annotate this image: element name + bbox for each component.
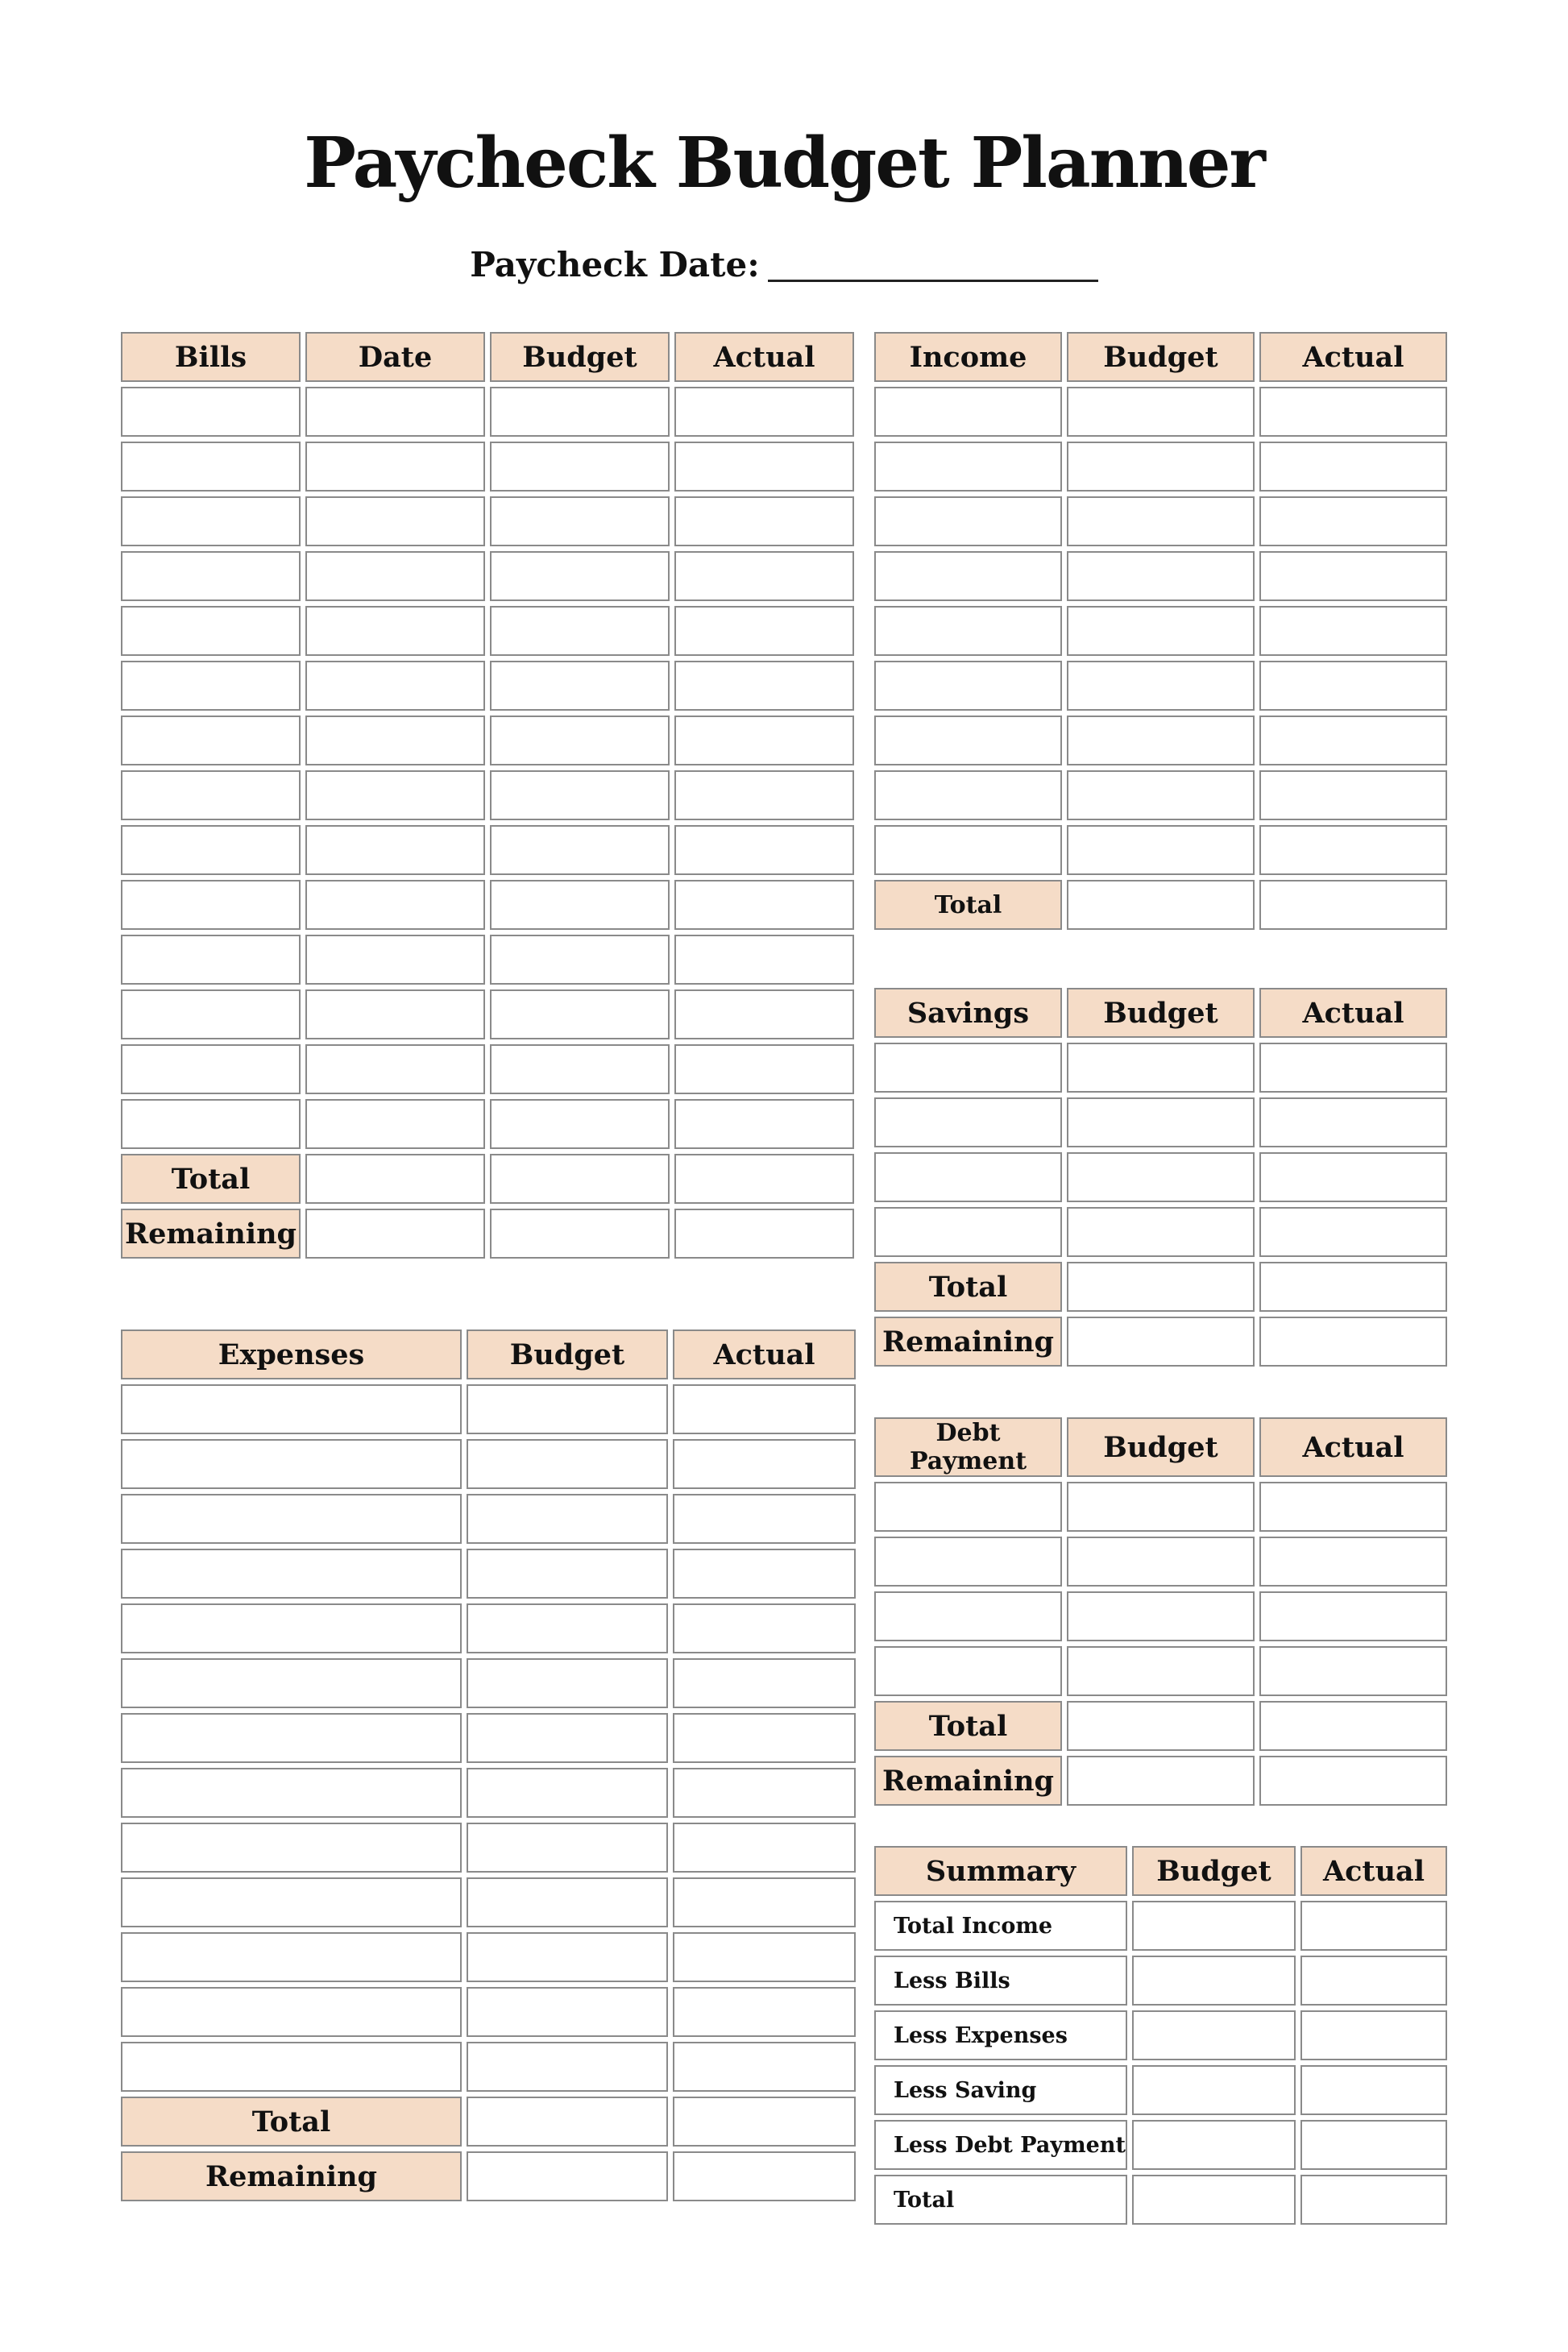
expenses-entry-cell[interactable]	[121, 1768, 462, 1818]
expenses-actual-header: Actual	[673, 1329, 856, 1379]
expenses-entry-cell[interactable]	[121, 1932, 462, 1982]
expenses-total-row	[121, 2097, 856, 2147]
summary-row	[874, 1901, 1447, 1951]
expenses-entry-cell[interactable]	[673, 1823, 856, 1873]
expenses-entry-cell[interactable]	[121, 1603, 462, 1653]
bills-entry-cell[interactable]	[674, 770, 854, 820]
debt-header-row	[874, 1417, 1447, 1477]
expenses-entry-cell[interactable]	[121, 1494, 462, 1544]
expenses-entry-cell[interactable]	[467, 1987, 668, 2037]
expenses-entry-row	[121, 1439, 856, 1489]
bills-entry-cell[interactable]	[674, 442, 854, 492]
summary-row	[874, 2010, 1447, 2060]
bills-entry-cell[interactable]	[121, 989, 301, 1039]
bills-entry-cell[interactable]	[490, 1044, 670, 1094]
bills-entry-cell[interactable]	[490, 661, 670, 711]
bills-entry-cell[interactable]	[121, 551, 301, 601]
paycheck-date-field[interactable]	[768, 249, 1098, 282]
bills-entry-cell[interactable]	[490, 606, 670, 656]
bills-entry-row	[121, 661, 854, 711]
income-entry-cell[interactable]	[1067, 716, 1255, 765]
expenses-entry-cell[interactable]	[467, 1658, 668, 1708]
expenses-entry-cell[interactable]	[673, 1932, 856, 1982]
debt-entry-cell[interactable]	[1067, 1646, 1255, 1696]
income-entry-row	[874, 825, 1447, 875]
bills-entry-cell[interactable]	[490, 989, 670, 1039]
expenses-entry-row	[121, 1549, 856, 1599]
income-budget-header: Budget	[1067, 332, 1255, 382]
bills-entry-cell[interactable]	[490, 770, 670, 820]
summary-header: Summary	[874, 1846, 1127, 1896]
expenses-entry-cell[interactable]	[467, 1877, 668, 1927]
summary-budget-header: Budget	[1132, 1846, 1296, 1896]
paycheck-date-label: Paycheck Date:	[470, 245, 760, 284]
summary-actual-cell[interactable]	[1300, 1956, 1447, 2006]
bills-remaining-row	[121, 1209, 854, 1259]
expenses-entry-cell[interactable]	[673, 1987, 856, 2037]
debt-entry-cell[interactable]	[1259, 1537, 1447, 1587]
expenses-remaining-actual-cell[interactable]	[673, 2151, 856, 2201]
income-entry-cell[interactable]	[1259, 770, 1447, 820]
savings-header: Savings	[874, 988, 1062, 1038]
debt-entry-row	[874, 1591, 1447, 1641]
expenses-entry-cell[interactable]	[673, 1658, 856, 1708]
summary-row	[874, 2120, 1447, 2170]
bills-entry-cell[interactable]	[305, 935, 485, 985]
savings-entry-row	[874, 1207, 1447, 1257]
bills-total-date-cell[interactable]	[305, 1154, 485, 1204]
bills-entry-row	[121, 606, 854, 656]
expenses-entry-cell[interactable]	[467, 1823, 668, 1873]
bills-entry-cell[interactable]	[305, 606, 485, 656]
savings-entry-cell[interactable]	[1259, 1097, 1447, 1147]
bills-entry-cell[interactable]	[305, 1044, 485, 1094]
income-entry-cell[interactable]	[874, 551, 1062, 601]
expenses-entry-row	[121, 1658, 856, 1708]
income-entry-cell[interactable]	[1067, 770, 1255, 820]
expenses-entry-row	[121, 2042, 856, 2092]
summary-actual-header: Actual	[1300, 1846, 1447, 1896]
summary-less-bills-label: Less Bills	[874, 1956, 1127, 2006]
savings-entry-cell[interactable]	[874, 1043, 1062, 1093]
expenses-entry-cell[interactable]	[673, 2042, 856, 2092]
bills-entry-row	[121, 935, 854, 985]
expenses-entry-cell[interactable]	[467, 1549, 668, 1599]
bills-total-label: Total	[121, 1154, 301, 1204]
bills-entry-row	[121, 496, 854, 546]
debt-entry-row	[874, 1482, 1447, 1532]
income-entry-cell[interactable]	[1259, 442, 1447, 492]
income-entry-cell[interactable]	[1067, 606, 1255, 656]
income-entry-cell[interactable]	[1259, 496, 1447, 546]
income-entry-row	[874, 661, 1447, 711]
expenses-entry-cell[interactable]	[467, 1494, 668, 1544]
expenses-table	[116, 1325, 861, 2206]
summary-budget-cell[interactable]	[1132, 1901, 1296, 1951]
savings-remaining-row	[874, 1317, 1447, 1367]
summary-total-label: Total	[874, 2175, 1127, 2225]
summary-row	[874, 1956, 1447, 2006]
bills-entry-row	[121, 770, 854, 820]
income-entry-cell[interactable]	[1259, 825, 1447, 875]
income-entry-cell[interactable]	[1259, 606, 1447, 656]
expenses-entry-cell[interactable]	[121, 1713, 462, 1763]
bills-entry-cell[interactable]	[305, 496, 485, 546]
summary-less-saving-label: Less Saving	[874, 2065, 1127, 2115]
expenses-budget-header: Budget	[467, 1329, 668, 1379]
debt-entry-cell[interactable]	[1259, 1591, 1447, 1641]
bills-entry-cell[interactable]	[305, 770, 485, 820]
savings-entry-cell[interactable]	[1259, 1152, 1447, 1202]
debt-entry-cell[interactable]	[1259, 1646, 1447, 1696]
summary-less-expenses-label: Less Expenses	[874, 2010, 1127, 2060]
expenses-entry-row	[121, 1987, 856, 2037]
savings-entry-cell[interactable]	[1259, 1207, 1447, 1257]
income-entry-row	[874, 551, 1447, 601]
debt-remaining-row	[874, 1756, 1447, 1806]
bills-entry-cell[interactable]	[674, 387, 854, 437]
expenses-entry-row	[121, 1932, 856, 1982]
savings-entry-row	[874, 1043, 1447, 1093]
expenses-entry-cell[interactable]	[673, 1768, 856, 1818]
bills-entry-row	[121, 1099, 854, 1149]
debt-entry-cell[interactable]	[1067, 1591, 1255, 1641]
expenses-entry-cell[interactable]	[673, 1549, 856, 1599]
summary-budget-cell[interactable]	[1132, 2175, 1296, 2225]
bills-entry-cell[interactable]	[490, 1099, 670, 1149]
debt-entry-row	[874, 1646, 1447, 1696]
savings-remaining-label: Remaining	[874, 1317, 1062, 1367]
bills-entry-cell[interactable]	[490, 880, 670, 930]
debt-remaining-budget-cell[interactable]	[1067, 1756, 1255, 1806]
bills-entry-row	[121, 1044, 854, 1094]
savings-total-row	[874, 1262, 1447, 1312]
income-entry-cell[interactable]	[874, 770, 1062, 820]
bills-entry-cell[interactable]	[305, 880, 485, 930]
expenses-entry-cell[interactable]	[121, 1549, 462, 1599]
expenses-entry-row	[121, 1603, 856, 1653]
bills-entry-cell[interactable]	[121, 661, 301, 711]
bills-entry-cell[interactable]	[490, 496, 670, 546]
bills-entry-cell[interactable]	[674, 606, 854, 656]
income-entry-row	[874, 770, 1447, 820]
debt-entry-cell[interactable]	[1067, 1482, 1255, 1532]
summary-actual-cell[interactable]	[1300, 2120, 1447, 2170]
bills-entry-cell[interactable]	[674, 935, 854, 985]
income-entry-cell[interactable]	[874, 825, 1062, 875]
expenses-entry-cell[interactable]	[121, 2042, 462, 2092]
debt-remaining-label: Remaining	[874, 1756, 1062, 1806]
bills-entry-cell[interactable]	[305, 825, 485, 875]
summary-row	[874, 2065, 1447, 2115]
income-entry-cell[interactable]	[874, 442, 1062, 492]
expenses-entry-cell[interactable]	[467, 1439, 668, 1489]
income-total-budget-cell[interactable]	[1067, 880, 1255, 930]
expenses-total-budget-cell[interactable]	[467, 2097, 668, 2147]
bills-entry-cell[interactable]	[121, 770, 301, 820]
summary-budget-cell[interactable]	[1132, 2010, 1296, 2060]
expenses-entry-cell[interactable]	[673, 1877, 856, 1927]
expenses-entry-cell[interactable]	[121, 1987, 462, 2037]
income-actual-header: Actual	[1259, 332, 1447, 382]
income-entry-row	[874, 496, 1447, 546]
income-entry-cell[interactable]	[1259, 716, 1447, 765]
income-entry-row	[874, 716, 1447, 765]
debt-total-actual-cell[interactable]	[1259, 1701, 1447, 1751]
income-entry-row	[874, 606, 1447, 656]
income-entry-cell[interactable]	[1067, 661, 1255, 711]
savings-remaining-actual-cell[interactable]	[1259, 1317, 1447, 1367]
debt-entry-cell[interactable]	[1067, 1537, 1255, 1587]
paycheck-date-row	[0, 245, 1568, 284]
summary-actual-cell[interactable]	[1300, 1901, 1447, 1951]
savings-total-actual-cell[interactable]	[1259, 1262, 1447, 1312]
savings-entry-cell[interactable]	[1067, 1043, 1255, 1093]
bills-entry-row	[121, 825, 854, 875]
bills-entry-cell[interactable]	[121, 496, 301, 546]
bills-entry-cell[interactable]	[305, 551, 485, 601]
bills-entry-cell[interactable]	[490, 825, 670, 875]
income-entry-cell[interactable]	[874, 387, 1062, 437]
summary-budget-cell[interactable]	[1132, 1956, 1296, 2006]
summary-table	[869, 1841, 1452, 2230]
savings-entry-cell[interactable]	[1067, 1207, 1255, 1257]
savings-entry-row	[874, 1152, 1447, 1202]
expenses-entry-cell[interactable]	[121, 1877, 462, 1927]
bills-entry-cell[interactable]	[121, 1044, 301, 1094]
income-total-label: Total	[874, 880, 1062, 930]
savings-entry-cell[interactable]	[1067, 1152, 1255, 1202]
bills-entry-cell[interactable]	[674, 496, 854, 546]
debt-entry-row	[874, 1537, 1447, 1587]
income-header-row	[874, 332, 1447, 382]
expenses-entry-cell[interactable]	[121, 1384, 462, 1434]
income-total-row	[874, 880, 1447, 930]
expenses-entry-cell[interactable]	[467, 1603, 668, 1653]
bills-entry-cell[interactable]	[674, 989, 854, 1039]
income-entry-cell[interactable]	[1259, 661, 1447, 711]
bills-entry-cell[interactable]	[490, 935, 670, 985]
debt-entry-cell[interactable]	[874, 1537, 1062, 1587]
bills-entry-row	[121, 880, 854, 930]
bills-entry-cell[interactable]	[490, 387, 670, 437]
bills-entry-cell[interactable]	[121, 935, 301, 985]
bills-entry-cell[interactable]	[121, 825, 301, 875]
summary-actual-cell[interactable]	[1300, 2010, 1447, 2060]
income-entry-cell[interactable]	[874, 606, 1062, 656]
savings-entry-cell[interactable]	[874, 1097, 1062, 1147]
bills-entry-cell[interactable]	[121, 387, 301, 437]
bills-entry-cell[interactable]	[674, 716, 854, 765]
expenses-entry-row	[121, 1768, 856, 1818]
expenses-entry-cell[interactable]	[673, 1439, 856, 1489]
bills-entry-cell[interactable]	[674, 1044, 854, 1094]
savings-remaining-budget-cell[interactable]	[1067, 1317, 1255, 1367]
summary-total-income-label: Total Income	[874, 1901, 1127, 1951]
savings-actual-header: Actual	[1259, 988, 1447, 1038]
bills-total-row	[121, 1154, 854, 1204]
income-table	[869, 327, 1452, 935]
debt-payment-header: Debt Payment	[874, 1417, 1062, 1477]
income-entry-cell[interactable]	[874, 716, 1062, 765]
bills-entry-row	[121, 551, 854, 601]
income-entry-cell[interactable]	[1067, 825, 1255, 875]
expenses-entry-cell[interactable]	[673, 1384, 856, 1434]
expenses-entry-cell[interactable]	[121, 1823, 462, 1873]
bills-entry-cell[interactable]	[121, 1099, 301, 1149]
bills-entry-cell[interactable]	[121, 716, 301, 765]
income-entry-row	[874, 442, 1447, 492]
bills-entry-row	[121, 442, 854, 492]
bills-header: Bills	[121, 332, 301, 382]
bills-entry-cell[interactable]	[674, 1099, 854, 1149]
bills-budget-header: Budget	[490, 332, 670, 382]
savings-budget-header: Budget	[1067, 988, 1255, 1038]
summary-actual-cell[interactable]	[1300, 2175, 1447, 2225]
bills-entry-row	[121, 387, 854, 437]
income-entry-cell[interactable]	[1067, 387, 1255, 437]
summary-row	[874, 2175, 1447, 2225]
debt-entry-cell[interactable]	[874, 1591, 1062, 1641]
expenses-entry-row	[121, 1384, 856, 1434]
income-header: Income	[874, 332, 1062, 382]
bills-entry-cell[interactable]	[490, 716, 670, 765]
bills-entry-cell[interactable]	[674, 880, 854, 930]
debt-entry-cell[interactable]	[874, 1646, 1062, 1696]
debt-budget-header: Budget	[1067, 1417, 1255, 1477]
savings-entry-cell[interactable]	[874, 1207, 1062, 1257]
savings-entry-cell[interactable]	[874, 1152, 1062, 1202]
savings-entry-cell[interactable]	[1259, 1043, 1447, 1093]
expenses-entry-cell[interactable]	[673, 1603, 856, 1653]
bills-table	[116, 327, 859, 1263]
bills-entry-cell[interactable]	[674, 661, 854, 711]
bills-entry-cell[interactable]	[121, 880, 301, 930]
debt-entry-cell[interactable]	[1259, 1482, 1447, 1532]
summary-actual-cell[interactable]	[1300, 2065, 1447, 2115]
expenses-entry-cell[interactable]	[467, 1768, 668, 1818]
savings-entry-row	[874, 1097, 1447, 1147]
bills-entry-cell[interactable]	[305, 442, 485, 492]
bills-entry-cell[interactable]	[674, 825, 854, 875]
expenses-entry-cell[interactable]	[467, 1932, 668, 1982]
savings-table	[869, 983, 1452, 1371]
bills-remaining-label: Remaining	[121, 1209, 301, 1259]
expenses-header-row	[121, 1329, 856, 1379]
income-entry-cell[interactable]	[1259, 551, 1447, 601]
savings-total-label: Total	[874, 1262, 1062, 1312]
bills-entry-cell[interactable]	[121, 442, 301, 492]
bills-entry-cell[interactable]	[490, 551, 670, 601]
expenses-entry-row	[121, 1494, 856, 1544]
bills-remaining-budget-cell[interactable]	[490, 1209, 670, 1259]
debt-total-row	[874, 1701, 1447, 1751]
summary-budget-cell[interactable]	[1132, 2120, 1296, 2170]
debt-remaining-actual-cell[interactable]	[1259, 1756, 1447, 1806]
summary-budget-cell[interactable]	[1132, 2065, 1296, 2115]
bills-entry-cell[interactable]	[305, 989, 485, 1039]
expenses-header: Expenses	[121, 1329, 462, 1379]
page-title: Paycheck Budget Planner	[304, 122, 1264, 204]
expenses-remaining-row	[121, 2151, 856, 2201]
bills-entry-cell[interactable]	[305, 387, 485, 437]
bills-entry-cell[interactable]	[490, 442, 670, 492]
summary-header-row	[874, 1846, 1447, 1896]
expenses-entry-cell[interactable]	[467, 2042, 668, 2092]
expenses-entry-cell[interactable]	[121, 1439, 462, 1489]
bills-total-actual-cell[interactable]	[674, 1154, 854, 1204]
income-entry-row	[874, 387, 1447, 437]
income-total-actual-cell[interactable]	[1259, 880, 1447, 930]
bills-actual-header: Actual	[674, 332, 854, 382]
bills-remaining-actual-cell[interactable]	[674, 1209, 854, 1259]
expenses-entry-row	[121, 1713, 856, 1763]
bills-entry-cell[interactable]	[305, 1099, 485, 1149]
income-entry-cell[interactable]	[874, 496, 1062, 546]
expenses-remaining-budget-cell[interactable]	[467, 2151, 668, 2201]
income-entry-cell[interactable]	[874, 661, 1062, 711]
bills-entry-row	[121, 716, 854, 765]
bills-remaining-date-cell[interactable]	[305, 1209, 485, 1259]
debt-total-budget-cell[interactable]	[1067, 1701, 1255, 1751]
expenses-entry-cell[interactable]	[467, 1384, 668, 1434]
bills-date-header: Date	[305, 332, 485, 382]
debt-actual-header: Actual	[1259, 1417, 1447, 1477]
savings-header-row	[874, 988, 1447, 1038]
bills-entry-cell[interactable]	[305, 716, 485, 765]
expenses-entry-row	[121, 1823, 856, 1873]
expenses-entry-row	[121, 1877, 856, 1927]
debt-total-label: Total	[874, 1701, 1062, 1751]
bills-entry-row	[121, 989, 854, 1039]
bills-entry-cell[interactable]	[674, 551, 854, 601]
expenses-entry-cell[interactable]	[467, 1713, 668, 1763]
savings-entry-cell[interactable]	[1067, 1097, 1255, 1147]
debt-entry-cell[interactable]	[874, 1482, 1062, 1532]
debt-payment-table	[869, 1412, 1452, 1811]
expenses-total-label: Total	[121, 2097, 462, 2147]
income-entry-cell[interactable]	[1067, 496, 1255, 546]
expenses-entry-cell[interactable]	[673, 1713, 856, 1763]
expenses-total-actual-cell[interactable]	[673, 2097, 856, 2147]
income-entry-cell[interactable]	[1067, 442, 1255, 492]
expenses-entry-cell[interactable]	[673, 1494, 856, 1544]
bills-total-budget-cell[interactable]	[490, 1154, 670, 1204]
expenses-remaining-label: Remaining	[121, 2151, 462, 2201]
income-entry-cell[interactable]	[1259, 387, 1447, 437]
savings-total-budget-cell[interactable]	[1067, 1262, 1255, 1312]
bills-header-row	[121, 332, 854, 382]
summary-less-debt-payment-label: Less Debt Payment	[874, 2120, 1127, 2170]
expenses-entry-cell[interactable]	[121, 1658, 462, 1708]
bills-entry-cell[interactable]	[305, 661, 485, 711]
bills-entry-cell[interactable]	[121, 606, 301, 656]
income-entry-cell[interactable]	[1067, 551, 1255, 601]
